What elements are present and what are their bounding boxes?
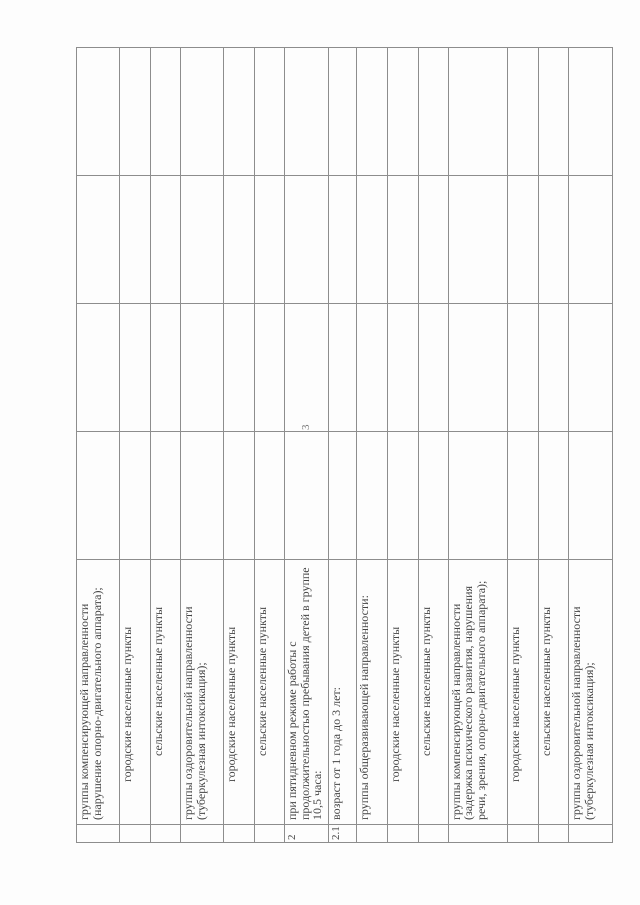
row-value-cell	[356, 304, 387, 432]
row-value-cell	[328, 304, 356, 432]
table-row	[568, 48, 612, 843]
row-value-cell	[150, 176, 180, 304]
row-value-cell	[119, 48, 150, 176]
row-value-cell	[150, 304, 180, 432]
row-value-cell	[418, 432, 448, 560]
row-value-cell	[507, 304, 538, 432]
row-number-cell	[507, 825, 538, 843]
row-description-text: сельские населенные пункты	[254, 606, 269, 756]
row-value-cell	[285, 48, 329, 176]
row-value-cell	[254, 432, 284, 560]
row-number-cell	[150, 825, 180, 843]
table-body	[77, 48, 613, 843]
row-value-cell	[119, 176, 150, 304]
row-value-cell	[356, 432, 387, 560]
row-description-text: группы общеразвивающей направленности:	[356, 595, 371, 820]
row-value-cell	[387, 48, 418, 176]
row-value-cell	[285, 304, 329, 432]
row-description-text: сельские населенные пункты	[150, 606, 165, 756]
row-description-cell	[328, 560, 356, 825]
row-number-cell	[418, 825, 448, 843]
row-description-cell	[223, 560, 254, 825]
row-value-cell	[77, 304, 120, 432]
row-value-cell	[507, 176, 538, 304]
row-value-cell	[328, 176, 356, 304]
row-value-cell	[448, 48, 507, 176]
row-value-cell	[181, 176, 224, 304]
row-value-cell	[568, 48, 612, 176]
table-row	[328, 48, 356, 843]
row-number-cell	[538, 825, 568, 843]
row-value-cell	[356, 48, 387, 176]
row-description-cell	[119, 560, 150, 825]
row-description-cell	[285, 560, 329, 825]
row-number-cell	[181, 825, 224, 843]
data-table-container	[76, 48, 613, 843]
row-value-cell	[538, 304, 568, 432]
table-row	[387, 48, 418, 843]
row-value-cell	[223, 432, 254, 560]
row-number-cell	[223, 825, 254, 843]
row-value-cell	[507, 48, 538, 176]
row-value-cell	[387, 176, 418, 304]
row-description-cell	[356, 560, 387, 825]
row-value-cell	[356, 176, 387, 304]
row-value-cell	[181, 48, 224, 176]
row-value-cell	[418, 176, 448, 304]
table-row	[448, 48, 507, 843]
row-description-text: группы компенсирующей направленности (нарушение опорно-двигательного аппарата);	[77, 587, 104, 820]
row-description-cell	[387, 560, 418, 825]
row-value-cell	[77, 176, 120, 304]
row-value-cell	[119, 304, 150, 432]
row-description-text: сельские населенные пункты	[418, 606, 433, 756]
row-description-text: при пятидневном режиме работы с продолжительностью пребывания детей в группе 10,5 часа:	[285, 567, 325, 820]
row-number-cell: 2.1	[328, 825, 356, 843]
row-number-cell	[568, 825, 612, 843]
row-description-cell	[150, 560, 180, 825]
row-number-cell	[119, 825, 150, 843]
row-value-cell	[223, 48, 254, 176]
row-description-text: городские населенные пункты	[507, 626, 522, 782]
row-value-cell	[568, 304, 612, 432]
row-description-cell	[568, 560, 612, 825]
row-value-cell	[507, 432, 538, 560]
row-number-cell: 2	[285, 825, 329, 843]
table-row	[538, 48, 568, 843]
row-value-cell	[568, 432, 612, 560]
row-value-cell	[418, 48, 448, 176]
row-number-cell	[387, 825, 418, 843]
row-number-cell	[448, 825, 507, 843]
table-row	[181, 48, 224, 843]
row-value-cell	[285, 176, 329, 304]
row-value-cell	[150, 48, 180, 176]
table-row	[418, 48, 448, 843]
row-description-text: группы оздоровительной направленности (туберкулезная интоксикация);	[568, 606, 596, 820]
row-value-cell	[538, 48, 568, 176]
row-description-cell	[254, 560, 284, 825]
row-description-cell	[418, 560, 448, 825]
row-description-text: городские населенные пункты	[223, 626, 238, 782]
row-description-cell	[181, 560, 224, 825]
row-number-cell	[356, 825, 387, 843]
row-description-text: городские населенные пункты	[387, 626, 402, 782]
row-number-cell	[77, 825, 120, 843]
row-value-cell	[328, 432, 356, 560]
row-value-cell	[568, 176, 612, 304]
row-value-cell	[119, 432, 150, 560]
row-description-cell	[77, 560, 120, 825]
row-value-cell	[254, 48, 284, 176]
row-description-cell	[507, 560, 538, 825]
row-value-cell	[538, 176, 568, 304]
row-value-cell	[150, 432, 180, 560]
row-value-cell	[387, 304, 418, 432]
table-row	[77, 48, 120, 843]
row-value-cell	[387, 432, 418, 560]
row-description-text: возраст от 1 года до 3 лет:	[328, 686, 343, 820]
row-description-text: сельские населенные пункты	[538, 606, 553, 756]
row-value-cell	[223, 176, 254, 304]
row-value-cell	[223, 304, 254, 432]
row-description-text: группы оздоровительной направленности (туберкулезная интоксикация);	[181, 606, 208, 820]
row-description-text: группы компенсирующей направленности (задержка психического развития, нарушения речи, зрения, опорно-двигательного аппарата);	[448, 580, 488, 820]
table-row	[119, 48, 150, 843]
row-description-cell	[538, 560, 568, 825]
page-number: 3	[300, 424, 312, 430]
row-value-cell	[418, 304, 448, 432]
table-row	[507, 48, 538, 843]
row-value-cell	[254, 304, 284, 432]
row-value-cell	[77, 432, 120, 560]
table-row	[254, 48, 284, 843]
table-row	[285, 48, 329, 843]
row-value-cell	[77, 48, 120, 176]
row-value-cell	[448, 176, 507, 304]
row-value-cell	[448, 432, 507, 560]
row-description-cell	[448, 560, 507, 825]
row-value-cell	[181, 304, 224, 432]
row-description-text: городские населенные пункты	[119, 626, 134, 782]
row-value-cell	[328, 48, 356, 176]
row-value-cell	[181, 432, 224, 560]
row-value-cell	[538, 432, 568, 560]
row-number-cell	[254, 825, 284, 843]
row-value-cell	[285, 432, 329, 560]
table-row	[356, 48, 387, 843]
table-row	[223, 48, 254, 843]
table-row	[150, 48, 180, 843]
data-table	[76, 47, 613, 843]
row-value-cell	[254, 176, 284, 304]
row-value-cell	[448, 304, 507, 432]
